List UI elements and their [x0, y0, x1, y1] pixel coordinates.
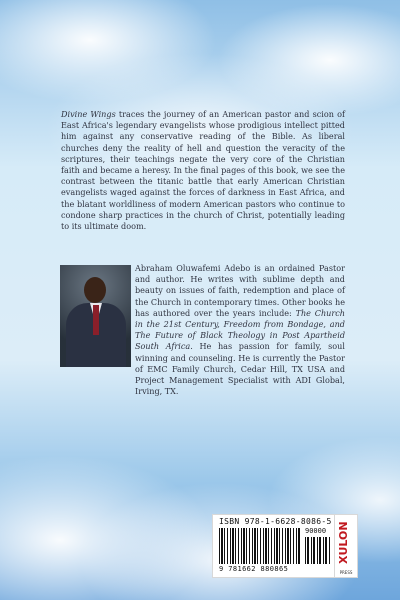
- book-title: Divine Wings: [61, 109, 116, 119]
- bio-text-before: Abraham Oluwafemi Adebo is an ordained Pastor and author. He writes with sublime depth and beauty on issues of faith, redemption and place of the Church in contemporary times. Other books he has authored over the years include:: [135, 263, 345, 318]
- author-bio: [135, 263, 345, 397]
- addon-barcode-bars: [305, 537, 331, 564]
- publisher-logo: [334, 514, 358, 578]
- isbn-number: ISBN 978-1-6628-8086-5: [219, 517, 332, 526]
- author-photo: [60, 265, 131, 367]
- barcode-digits: 9 781662 880865: [219, 565, 289, 573]
- barcode-bars: [219, 528, 301, 564]
- photo-tie: [93, 305, 99, 335]
- publisher-name: XULON: [337, 521, 350, 565]
- photo-head: [84, 277, 106, 303]
- price-addon-code: 90000: [305, 527, 327, 535]
- blurb-text: traces the journey of an American pastor and scion of East Africa's legendary evangelists whose prodigious intellect pitted him against any conservative reading of the Bible. As liberal churches deny the reality of hell and question the veracity of the scriptures, their teachings negate the very core of the Christian faith and became a heresy. In the final pages of this book, we see the contrast between the titanic battle that early American Christian evangelists waged against the forces of darkness in East Africa, and the blatant worldliness of modern American pastors who continue to condone sharp practices in the church of Christ, potentially leading to its ultimate doom.: [61, 109, 345, 232]
- back-cover-blurb: [61, 109, 345, 232]
- isbn-barcode: [212, 514, 336, 578]
- bio-books: The Church in the 21st Century, Freedom from Bondage, and The Future of Black Theology in Post Apartheid South Africa: [135, 307, 345, 352]
- bio-text-after: . He has passion for family, soul winning and counseling. He is currently the Pastor of EMC Family Church, Cedar Hill, TX USA and Project Management Specialist with ADI Global, Irving, TX.: [135, 341, 345, 397]
- publisher-press: PRESS: [339, 570, 353, 575]
